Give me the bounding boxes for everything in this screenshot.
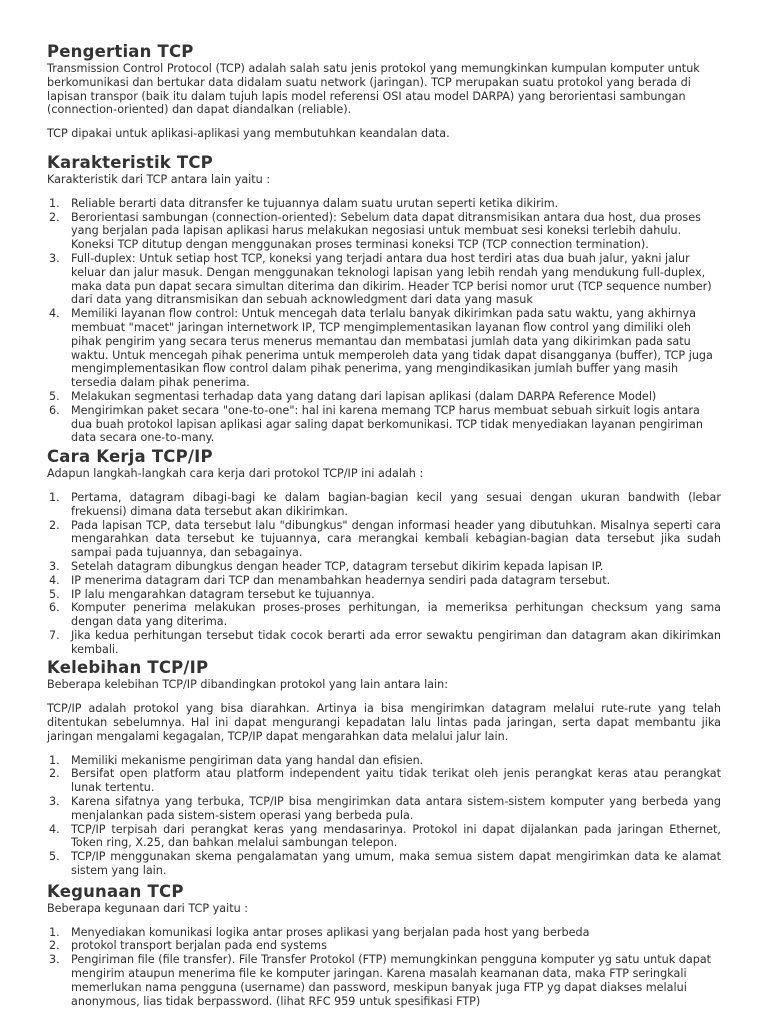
kelebihan-list xyxy=(47,754,721,878)
cara-kerja-list xyxy=(47,491,721,657)
section-intro: Beberapa kelebihan TCP/IP dibandingkan protokol yang lain antara lain: xyxy=(47,678,449,692)
section-karakteristik xyxy=(47,153,721,445)
section-title: Cara Kerja TCP/IP xyxy=(47,447,213,467)
list-item: 1. Pertama, datagram dibagi-bagi ke dalam bagian-bagian kecil yang sesuai dengan ukuran bandwith (lebar frekuensi) dimana data tersebut akan dikirimkan. xyxy=(49,490,721,518)
list-item: 2. protokol transport berjalan pada end systems xyxy=(49,939,327,953)
list-item: 2. Berorientasi sambungan (connection-oriented): Sebelum data dapat ditransmisikan antara dua host, dua proses yang berjalan pada lapisan aplikasi harus melakukan negosiasi untuk membuat sesi koneksi terlebih dahulu. Koneksi TCP ditutup dengan menggunakan proses terminasi koneksi TCP (TCP connection termination). xyxy=(49,210,701,252)
section-kegunaan xyxy=(47,882,721,1009)
list-item: 5. TCP/IP menggunakan skema pengalamatan yang umum, maka semua sistem dapat mengirimkan data ke alamat sistem yang lain. xyxy=(49,850,721,878)
section-title: Karakteristik TCP xyxy=(47,152,213,172)
section-kelebihan xyxy=(47,658,721,877)
section-title: Pengertian TCP xyxy=(47,42,194,61)
list-item: 5. IP lalu mengarahkan datagram tersebut ke tujuannya. xyxy=(49,587,375,601)
section-intro: Adapun langkah-langkah cara kerja dari protokol TCP/IP ini adalah : xyxy=(47,467,424,481)
paragraph: Transmission Control Protocol (TCP) adalah salah satu jenis protokol yang memungkinkan kumpulan komputer untuk berkomunikasi dan bertukar data didalam suatu network (jaringan). TCP merupakan suatu protokol yang berada di lapisan transpor (baik itu dalam tujuh lapis model referensi OSI atau model DARPA) yang berorientasi sambungan (connection-oriented) dan dapat diandalkan (reliable). xyxy=(47,62,700,117)
section-title: Kelebihan TCP/IP xyxy=(47,658,209,678)
list-item: 5. Melakukan segmentasi terhadap data yang datang dari lapisan aplikasi (dalam DARPA Reference Model) xyxy=(49,389,657,403)
paragraph: TCP/IP adalah protokol yang bisa diarahkan. Artinya ia bisa mengirimkan datagram melalui rute-rute yang telah ditentukan sebelumnya. Hal ini dapat mengurangi kepadatan lalu lintas pada jaringan, serta dapat membantu jika jaringan mengalami kegagalan, TCP/IP dapat mengarahkan data melalui jalur lain. xyxy=(47,702,721,743)
list-item: 3. Full-duplex: Untuk setiap host TCP, koneksi yang terjadi antara dua host terdiri atas dua buah jalur, yakni jalur keluar dan jalur masuk. Dengan menggunakan teknologi lapisan yang lebih rendah yang mendukung full-duplex, maka data pun dapat secara simultan diterima dan dikirim. Header TCP berisi nomor urut (TCP sequence number) dari data yang ditransmisikan dan sebuah acknowledgment dari data yang masuk xyxy=(49,251,712,307)
section-title: Kegunaan TCP xyxy=(47,881,184,901)
section-pengertian xyxy=(47,42,721,141)
section-cara-kerja xyxy=(47,447,721,656)
karakteristik-list xyxy=(47,197,721,445)
paragraph: TCP dipakai untuk aplikasi-aplikasi yang membutuhkan keandalan data. xyxy=(47,127,450,141)
list-item: 6. Komputer penerima melakukan proses-proses perhitungan, ia memeriksa perhitungan checksum yang sama dengan data yang diterima. xyxy=(49,601,721,629)
list-item: 3. Karena sifatnya yang terbuka, TCP/IP bisa mengirimkan data antara sistem-sistem komputer yang berbeda yang menjalankan pada sistem-sistem operasi yang berbeda pula. xyxy=(49,795,721,822)
section-intro: Beberapa kegunaan dari TCP yaitu : xyxy=(47,901,249,915)
list-item: 1. Menyediakan komunikasi logika antar proses aplikasi yang berjalan pada host yang berbeda xyxy=(49,925,590,939)
list-item: 6. Mengirimkan paket secara "one-to-one": hal ini karena memang TCP harus membuat sebuah sirkuit logis antara dua buah protokol lapisan aplikasi agar saling dapat berkomunikasi. TCP tidak menyediakan layanan pengiriman data secara one-to-many. xyxy=(49,403,703,445)
list-item: 1. Reliable berarti data ditransfer ke tujuannya dalam suatu urutan seperti ketika dikirim. xyxy=(49,196,559,210)
list-item: 3. Setelah datagram dibungkus dengan header TCP, datagram tersebut dikirim kepada lapisan IP. xyxy=(49,559,604,573)
section-intro: Karakteristik dari TCP antara lain yaitu : xyxy=(47,172,271,186)
list-item: 7. Jika kedua perhitungan tersebut tidak cocok berarti ada error sewaktu pengiriman dan datagram akan dikirimkan kembali. xyxy=(49,628,721,656)
kegunaan-list xyxy=(47,926,721,1009)
list-item: 4. Memiliki layanan flow control: Untuk mencegah data terlalu banyak dikirimkan pada satu waktu, yang akhirnya membuat "macet" jaringan internetwork IP, TCP mengimplementasikan layanan flow control yang dimiliki oleh pihak pengirim yang secara terus menerus memantau dan membatasi jumlah data yang dikirimkan pada satu waktu. Untuk mencegah pihak penerima untuk memperoleh data yang tidak dapat disangganya (buffer), TCP juga mengimplementasikan flow control dalam pihak penerima, yang mengindikasikan jumlah buffer yang masih tersedia dalam pihak penerima. xyxy=(49,307,713,390)
list-item: 1. Memiliki mekanisme pengiriman data yang handal dan efisien. xyxy=(49,753,424,767)
list-item: 3. Pengiriman file (file transfer). File Transfer Protokol (FTP) memungkinkan pengguna komputer yg satu untuk dapat mengirim ataupun menerima file ke komputer jaringan. Karena masalah keamanan data, maka FTP seringkali memerlukan nama pengguna (username) dan password, meskipun banyak juga FTP yg dapat diakses melalui anonymous, lias tidak berpassword. (lihat RFC 959 untuk spesifikasi FTP) xyxy=(49,953,712,1008)
list-item: 2. Bersifat open platform atau platform independent yaitu tidak terikat oleh jenis perangkat keras atau perangkat lunak tertentu. xyxy=(49,767,721,795)
list-item: 2. Pada lapisan TCP, data tersebut lalu "dibungkus" dengan informasi header yang dibutuhkan. Misalnya seperti cara mengarahkan data tersebut ke tujuannya, cara merangkai kembali kebagian-bagian data tersebut jika sudah sampai pada tujuannya, dan sebagainya. xyxy=(49,518,721,560)
list-item: 4. IP menerima datagram dari TCP dan menambahkan headernya sendiri pada datagram tersebut. xyxy=(49,573,611,587)
list-item: 4. TCP/IP terpisah dari perangkat keras yang mendasarinya. Protokol ini dapat dijalankan pada jaringan Ethernet, Token ring, X.25, dan bahkan melalui sambungan telepon. xyxy=(49,822,721,850)
